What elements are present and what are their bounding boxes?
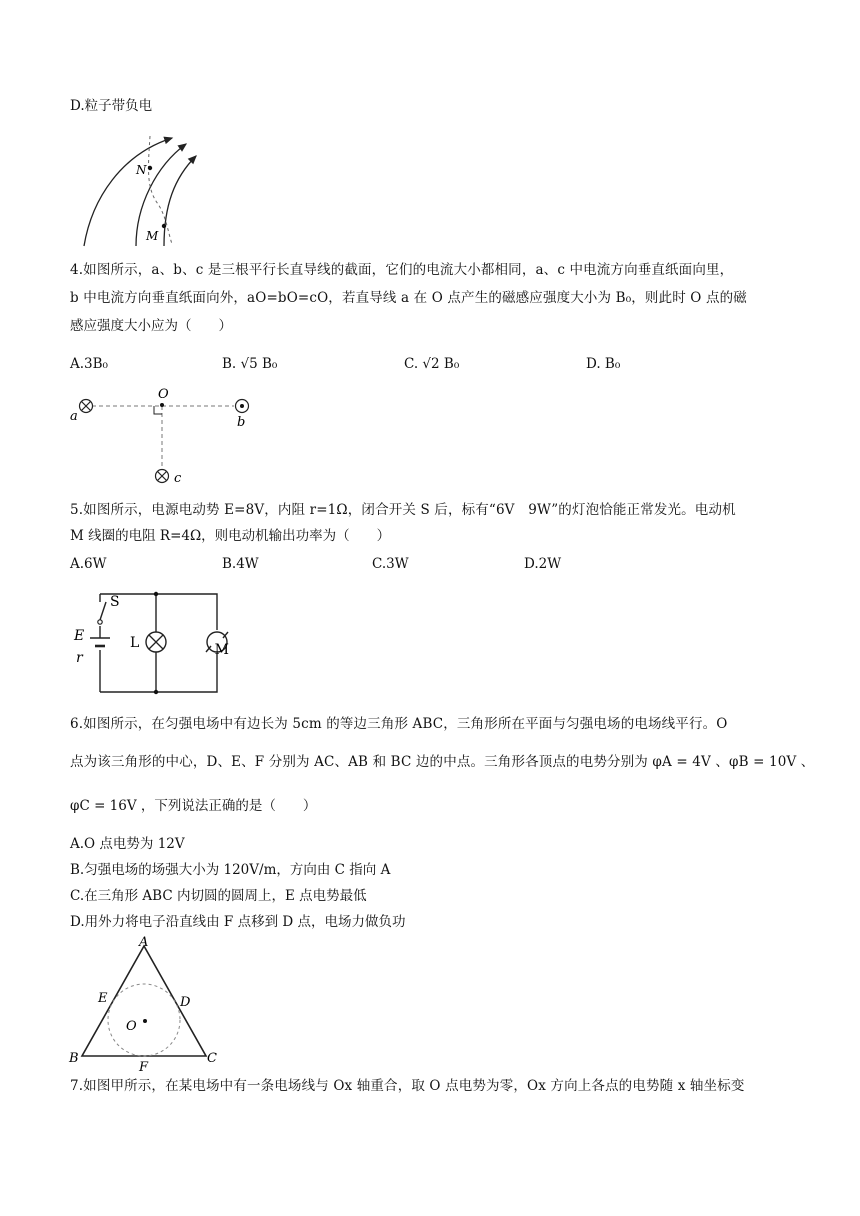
label-c: c	[174, 471, 182, 486]
label-a: A	[139, 936, 149, 950]
q5-line1: 5.如图所示，电源电动势 E=8V，内阻 r=1Ω，闭合开关 S 后，标有“6V 9W”的灯泡恰能正常发光。电动机	[70, 502, 736, 518]
label-n: N	[136, 163, 147, 177]
label-r: r	[76, 650, 83, 666]
q6-option-d: D.用外力将电子沿直线由 F 点移到 D 点，电场力做负功	[70, 914, 406, 930]
q4-option-c: C. √2 B₀	[404, 356, 460, 372]
label-c: C	[207, 1051, 217, 1066]
q6-line2: 点为该三角形的中心，D、E、F 分别为 AC、AB 和 BC 边的中点。三角形各顶点的电势分别为 φA = 4V 、φB = 10V 、	[70, 754, 815, 770]
q4-figure	[66, 384, 266, 496]
q4-option-b: B. √5 B₀	[222, 356, 278, 372]
wire-c-into-page-icon	[156, 470, 169, 483]
q4-option-a: A.3B₀	[70, 356, 108, 372]
label-l: L	[130, 635, 140, 651]
trajectory-dashed	[148, 136, 172, 244]
label-s: S	[110, 594, 120, 610]
field-line-2	[136, 144, 186, 246]
q5-figure	[70, 588, 230, 700]
label-d: D	[180, 995, 191, 1010]
label-f: F	[139, 1060, 149, 1074]
label-o: O	[158, 387, 169, 402]
q5-option-c: C.3W	[372, 556, 409, 572]
lamp-icon	[146, 632, 166, 652]
label-o: O	[126, 1019, 137, 1034]
q6-option-c: C.在三角形 ABC 内切圆的圆周上，E 点电势最低	[70, 888, 367, 904]
point-o	[143, 1019, 147, 1023]
q5-line2: M 线圈的电阻 R=4Ω，则电动机输出功率为（ ）	[70, 528, 391, 544]
label-m: M	[214, 642, 229, 658]
label-e: E	[98, 991, 108, 1006]
label-b: B	[69, 1051, 79, 1066]
q7-line1: 7.如图甲所示，在某电场中有一条电场线与 Ox 轴重合，取 O 点电势为零，Ox 方向上各点的电势随 x 轴坐标变	[70, 1078, 745, 1094]
label-b: b	[237, 415, 246, 430]
q4-line3: 感应强度大小应为（ ）	[70, 318, 232, 334]
q3-option-d: D.粒子带负电	[70, 98, 153, 114]
point-m	[162, 224, 166, 228]
label-e: E	[74, 628, 85, 644]
label-a: a	[70, 409, 78, 424]
point-o	[160, 403, 164, 407]
field-line-3	[164, 156, 196, 246]
q4-line2: b 中电流方向垂直纸面向外，aO=bO=cO，若直导线 a 在 O 点产生的磁感应强度大小为 B₀，则此时 O 点的磁	[70, 290, 747, 306]
q6-option-a: A.O 点电势为 12V	[70, 836, 185, 852]
q5-option-d: D.2W	[524, 556, 562, 572]
q5-option-a: A.6W	[70, 556, 107, 572]
q5-option-b: B.4W	[222, 556, 259, 572]
point-n	[148, 166, 152, 170]
wire-a-into-page-icon	[80, 400, 93, 413]
q6-figure	[66, 936, 226, 1074]
q6-line3: φC = 16V ，下列说法正确的是（ ）	[70, 798, 317, 814]
wire-b-out-of-page-icon	[236, 400, 249, 413]
label-m: M	[146, 229, 159, 243]
q6-line1: 6.如图所示，在匀强电场中有边长为 5cm 的等边三角形 ABC，三角形所在平面与匀强电场的电场线平行。O	[70, 716, 728, 732]
q6-option-b: B.匀强电场的场强大小为 120V/m，方向由 C 指向 A	[70, 862, 391, 878]
field-line-1	[84, 138, 172, 246]
q3-figure	[78, 128, 208, 250]
q4-option-d: D. B₀	[586, 356, 621, 372]
q4-line1: 4.如图所示，a、b、c 是三根平行长直导线的截面，它们的电流大小都相同，a、c 中电流方向垂直纸面向里，	[70, 262, 734, 278]
